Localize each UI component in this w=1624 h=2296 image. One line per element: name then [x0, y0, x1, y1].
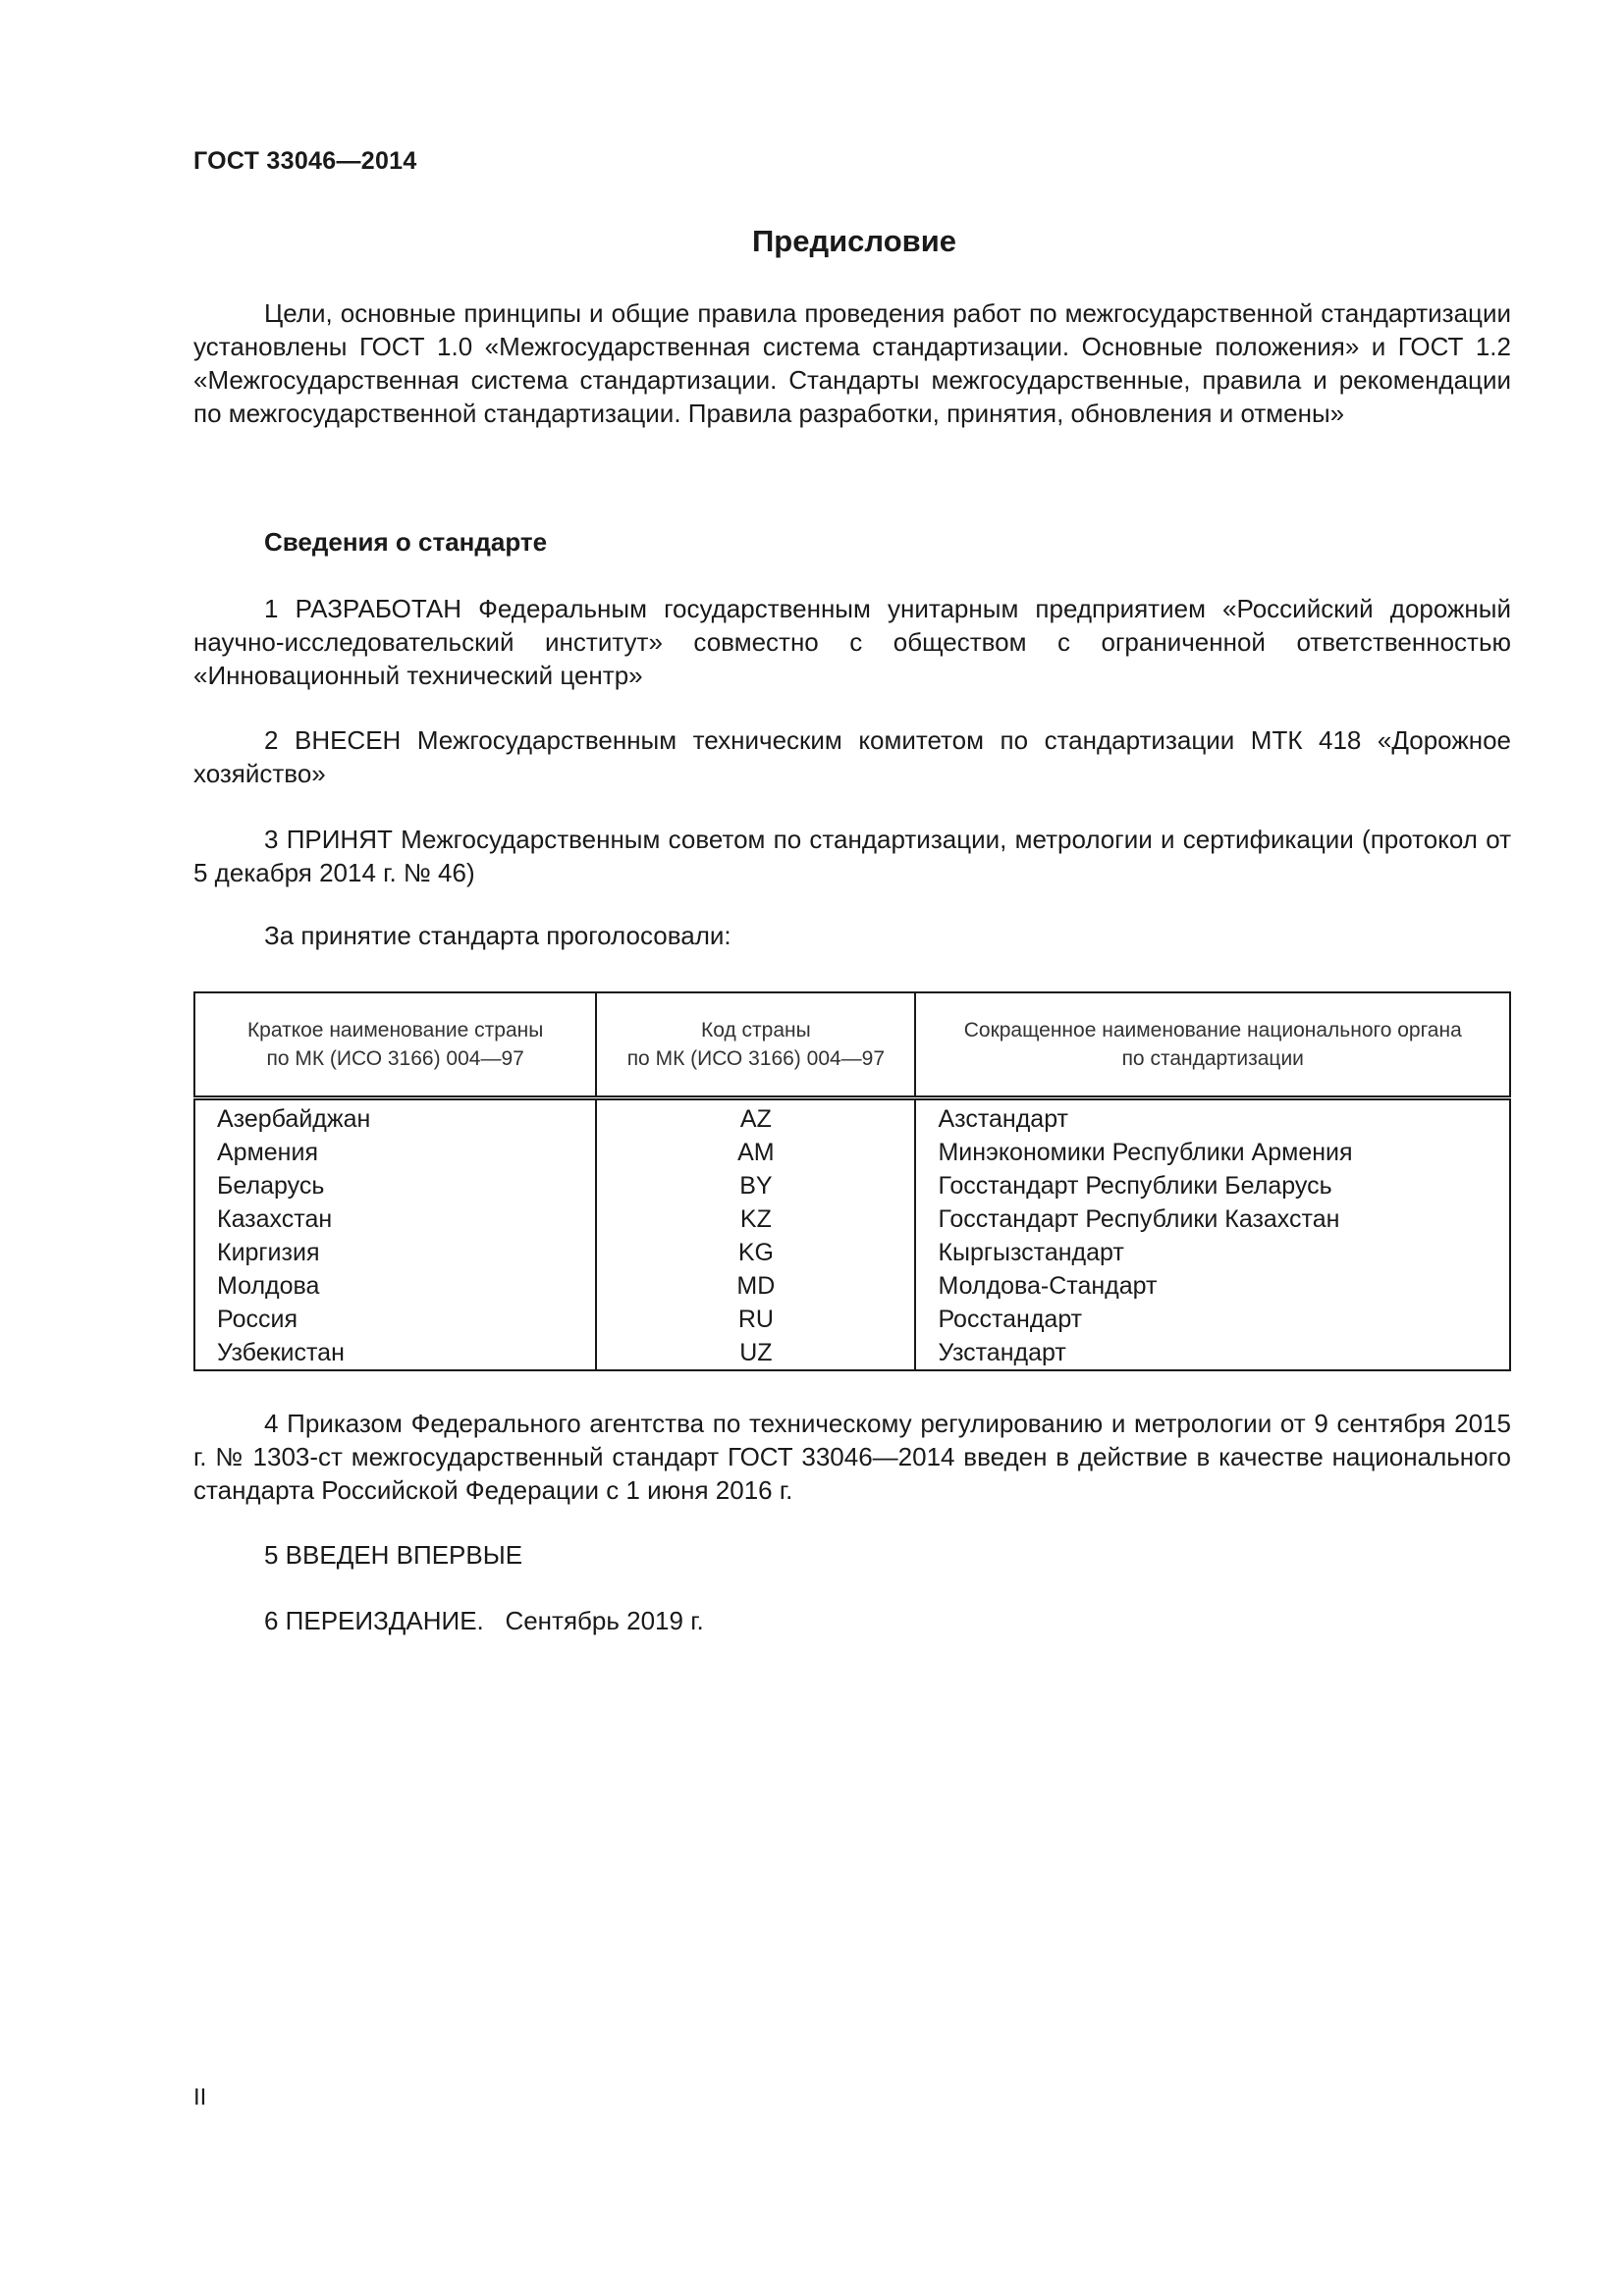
- code-cell: MD: [596, 1269, 915, 1303]
- code-cell: AZ: [596, 1098, 915, 1137]
- code-cell: BY: [596, 1169, 915, 1202]
- info-heading: Сведения о стандарте: [264, 527, 548, 557]
- item-reissue: 6 ПЕРЕИЗДАНИЕ. Сентябрь 2019 г.: [264, 1606, 704, 1635]
- intro-paragraph: Цели, основные принципы и общие правила проведения работ по межгосударственной стандартизации установлены ГОСТ 1.0 «Межгосударственная система стандартизации. Основные положения» и ГОСТ 1.2 «Межгосударственная система стандартизации. Стандарты межгосударственные, правила и рекомендации по межгосударственной стандартизации. Правила разработки, принятия, обновления и отмены»: [193, 298, 1511, 428]
- body-cell: Госстандарт Республики Беларусь: [938, 1172, 1332, 1200]
- table-row: [194, 1202, 1510, 1236]
- body-cell: Минэкономики Республики Армения: [938, 1139, 1353, 1166]
- country-cell: Армения: [194, 1136, 596, 1169]
- header-code-line2: по МК (ИСО 3166) 004—97: [626, 1047, 886, 1070]
- body-cell: Узстандарт: [938, 1339, 1066, 1366]
- code-cell: RU: [596, 1303, 915, 1336]
- body-cell: Молдова-Стандарт: [938, 1272, 1158, 1300]
- header-country: [194, 992, 596, 1098]
- header-country-line1: Краткое наименование страны: [246, 1019, 544, 1041]
- country-cell: Киргизия: [194, 1236, 596, 1269]
- voted-intro: За принятие стандарта проголосовали:: [264, 921, 731, 950]
- country-cell: Россия: [194, 1303, 596, 1336]
- country-cell: Казахстан: [194, 1202, 596, 1236]
- country-cell: Узбекистан: [194, 1336, 596, 1370]
- table-row: [194, 1136, 1510, 1169]
- header-body-line2: по стандартизации: [1121, 1047, 1304, 1070]
- item-first-time: 5 ВВЕДЕН ВПЕРВЫЕ: [264, 1540, 523, 1570]
- item-developed: 1 РАЗРАБОТАН Федеральным государственным унитарным предприятием «Российский дорожный научно-исследовательский институт» совместно с обществом с ограниченной ответственностью «Инновационный технический центр»: [193, 594, 1511, 690]
- standard-code-header: ГОСТ 33046—2014: [193, 147, 417, 175]
- body-cell: Росстандарт: [938, 1306, 1083, 1333]
- member-states-table: [193, 991, 1511, 1371]
- item-adopted: 3 ПРИНЯТ Межгосударственным советом по стандартизации, метрологии и сертификации (протокол от 5 декабря 2014 г. № 46): [193, 825, 1511, 887]
- table-row: [194, 1236, 1510, 1269]
- header-code: [596, 992, 915, 1098]
- code-cell: AM: [596, 1136, 915, 1169]
- code-cell: KZ: [596, 1202, 915, 1236]
- table-row: [194, 1269, 1510, 1303]
- table-row: [194, 1098, 1510, 1137]
- item-order: 4 Приказом Федерального агентства по техническому регулированию и метрологии от 9 сентября 2015 г. № 1303-ст межгосударственный стандарт ГОСТ 33046—2014 введен в действие в качестве национального стандарта Российской Федерации с 1 июня 2016 г.: [193, 1409, 1511, 1505]
- code-cell: UZ: [596, 1336, 915, 1370]
- header-code-line1: Код страны: [701, 1019, 811, 1041]
- table-row: [194, 1336, 1510, 1370]
- body-cell: Госстандарт Республики Казахстан: [938, 1205, 1340, 1233]
- body-cell: Азстандарт: [938, 1105, 1069, 1133]
- table-header-row: [194, 992, 1510, 1098]
- code-cell: KG: [596, 1236, 915, 1269]
- country-cell: Азербайджан: [194, 1098, 596, 1137]
- header-body-line1: Сокращенное наименование национального органа: [963, 1019, 1462, 1041]
- country-cell: Беларусь: [194, 1169, 596, 1202]
- header-body: [915, 992, 1510, 1098]
- table-row: [194, 1169, 1510, 1202]
- page-number: II: [193, 2084, 207, 2110]
- body-cell: Кыргызстандарт: [938, 1239, 1124, 1266]
- header-country-line2: по МК (ИСО 3166) 004—97: [266, 1047, 524, 1070]
- item-introduced: 2 ВНЕСЕН Межгосударственным техническим комитетом по стандартизации МТК 418 «Дорожное хозяйство»: [193, 725, 1511, 788]
- page-title: Предисловие: [751, 224, 956, 258]
- country-cell: Молдова: [194, 1269, 596, 1303]
- table-row: [194, 1303, 1510, 1336]
